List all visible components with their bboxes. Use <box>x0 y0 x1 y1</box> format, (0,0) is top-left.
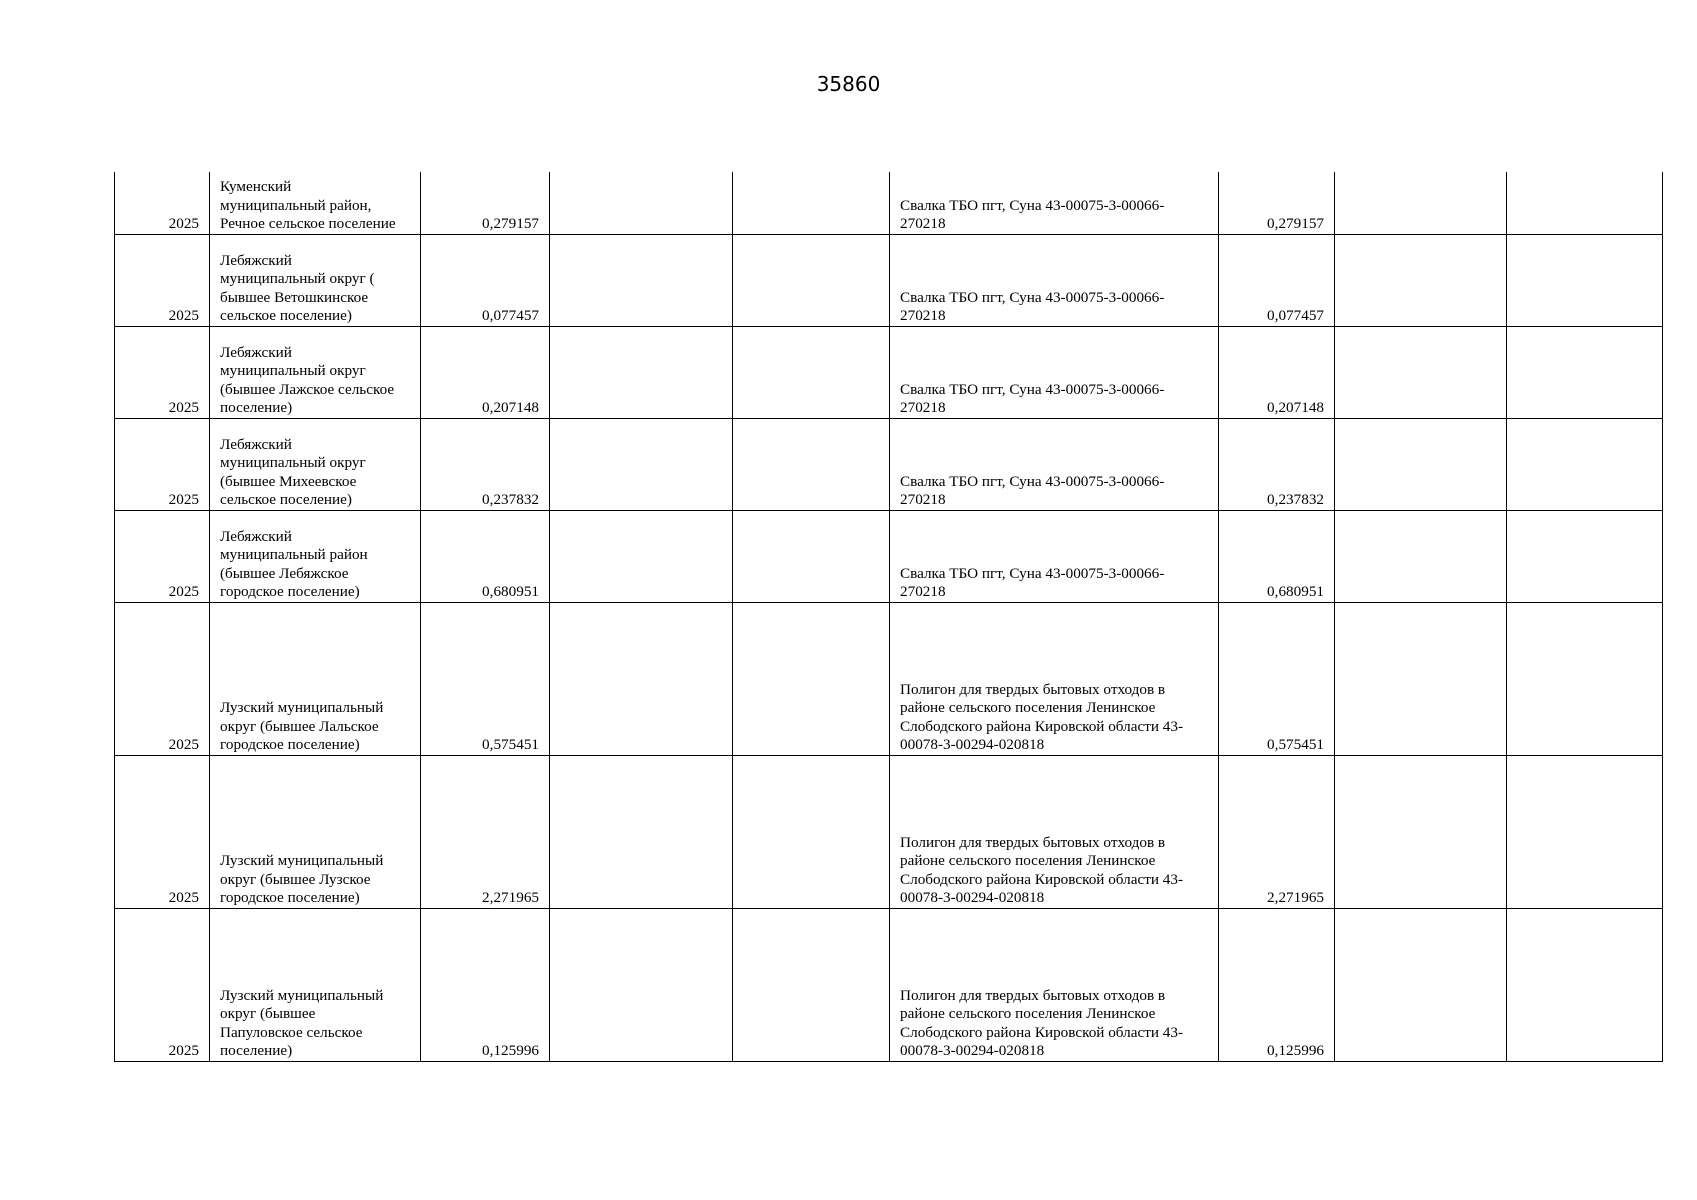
value-cell: 0,237832 <box>421 418 550 510</box>
year-cell: 2025 <box>115 418 210 510</box>
empty-cell <box>550 755 733 908</box>
empty-cell <box>550 510 733 602</box>
value-cell: 0,575451 <box>421 602 550 755</box>
empty-cell <box>1335 172 1507 234</box>
value-cell: 0,207148 <box>421 326 550 418</box>
empty-cell <box>1507 602 1663 755</box>
municipality-cell: Лебяжский муниципальный район (бывшее Лебяжское городское поселение) <box>210 510 421 602</box>
empty-cell <box>733 908 890 1061</box>
year-cell: 2025 <box>115 172 210 234</box>
municipality-cell: Лебяжский муниципальный округ (бывшее Лажское сельское поселение) <box>210 326 421 418</box>
value2-cell: 0,125996 <box>1219 908 1335 1061</box>
year-cell: 2025 <box>115 908 210 1061</box>
municipality-cell: Лебяжский муниципальный округ (бывшее Михеевское сельское поселение) <box>210 418 421 510</box>
empty-cell <box>1335 510 1507 602</box>
empty-cell <box>733 234 890 326</box>
municipality-cell: Лебяжский муниципальный округ ( бывшее Ветошкинское сельское поселение) <box>210 234 421 326</box>
empty-cell <box>550 908 733 1061</box>
empty-cell <box>733 326 890 418</box>
empty-cell <box>1507 234 1663 326</box>
object-cell: Полигон для твердых бытовых отходов в районе сельского поселения Ленинское Слободского района Кировской области 43- 00078-3-00294-020818 <box>890 908 1219 1061</box>
object-cell: Свалка ТБО пгт, Суна 43-00075-3-00066- 270218 <box>890 510 1219 602</box>
table-row <box>115 172 1663 234</box>
empty-cell <box>550 326 733 418</box>
empty-cell <box>733 418 890 510</box>
object-cell: Полигон для твердых бытовых отходов в районе сельского поселения Ленинское Слободского района Кировской области 43- 00078-3-00294-020818 <box>890 755 1219 908</box>
value2-cell: 0,575451 <box>1219 602 1335 755</box>
empty-cell <box>1507 908 1663 1061</box>
value2-cell: 0,207148 <box>1219 326 1335 418</box>
value2-cell: 0,680951 <box>1219 510 1335 602</box>
empty-cell <box>733 755 890 908</box>
year-cell: 2025 <box>115 602 210 755</box>
empty-cell <box>1335 326 1507 418</box>
value2-cell: 0,237832 <box>1219 418 1335 510</box>
empty-cell <box>1507 510 1663 602</box>
year-cell: 2025 <box>115 755 210 908</box>
value-cell: 0,125996 <box>421 908 550 1061</box>
object-cell: Свалка ТБО пгт, Суна 43-00075-3-00066- 270218 <box>890 234 1219 326</box>
value2-cell: 2,271965 <box>1219 755 1335 908</box>
empty-cell <box>1507 755 1663 908</box>
page-number: 35860 <box>816 72 881 96</box>
object-cell: Свалка ТБО пгт, Суна 43-00075-3-00066- 270218 <box>890 172 1219 234</box>
empty-cell <box>1335 755 1507 908</box>
empty-cell <box>1507 418 1663 510</box>
empty-cell <box>1507 326 1663 418</box>
municipality-cell: Лузский муниципальный округ (бывшее Папуловское сельское поселение) <box>210 908 421 1061</box>
year-cell: 2025 <box>115 510 210 602</box>
empty-cell <box>1335 234 1507 326</box>
empty-cell <box>733 172 890 234</box>
empty-cell <box>733 510 890 602</box>
year-cell: 2025 <box>115 234 210 326</box>
table-row <box>115 326 1663 418</box>
table-row <box>115 510 1663 602</box>
municipality-cell: Куменский муниципальный район, Речное сельское поселение <box>210 172 421 234</box>
empty-cell <box>550 418 733 510</box>
empty-cell <box>1335 908 1507 1061</box>
table-row <box>115 602 1663 755</box>
empty-cell <box>733 602 890 755</box>
object-cell: Полигон для твердых бытовых отходов в районе сельского поселения Ленинское Слободского района Кировской области 43- 00078-3-00294-020818 <box>890 602 1219 755</box>
municipality-cell: Лузский муниципальный округ (бывшее Лальское городское поселение) <box>210 602 421 755</box>
table-row <box>115 755 1663 908</box>
object-cell: Свалка ТБО пгт, Суна 43-00075-3-00066- 270218 <box>890 326 1219 418</box>
registry-table <box>114 172 1663 1062</box>
value2-cell: 0,077457 <box>1219 234 1335 326</box>
empty-cell <box>1335 418 1507 510</box>
value2-cell: 0,279157 <box>1219 172 1335 234</box>
empty-cell <box>550 234 733 326</box>
value-cell: 0,279157 <box>421 172 550 234</box>
value-cell: 0,077457 <box>421 234 550 326</box>
table-row <box>115 234 1663 326</box>
municipality-cell: Лузский муниципальный округ (бывшее Лузское городское поселение) <box>210 755 421 908</box>
empty-cell <box>550 602 733 755</box>
year-cell: 2025 <box>115 326 210 418</box>
empty-cell <box>1507 172 1663 234</box>
table-row <box>115 418 1663 510</box>
empty-cell <box>1335 602 1507 755</box>
object-cell: Свалка ТБО пгт, Суна 43-00075-3-00066- 270218 <box>890 418 1219 510</box>
value-cell: 2,271965 <box>421 755 550 908</box>
value-cell: 0,680951 <box>421 510 550 602</box>
table-row <box>115 908 1663 1061</box>
empty-cell <box>550 172 733 234</box>
